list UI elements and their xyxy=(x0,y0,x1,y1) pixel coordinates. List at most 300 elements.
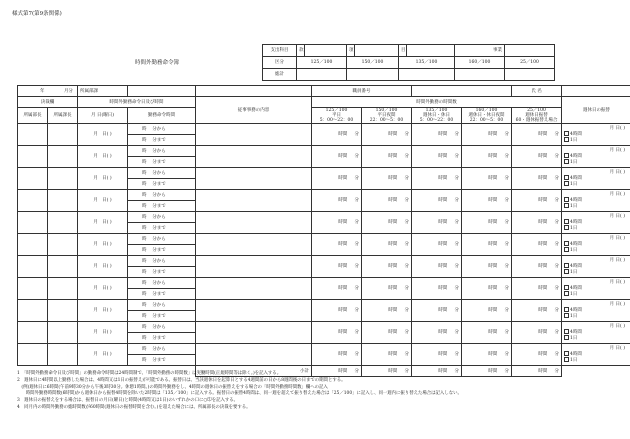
section-head-stamp[interactable] xyxy=(48,322,78,344)
substitute-cell[interactable] xyxy=(562,168,630,190)
rate-25: 25／100 xyxy=(505,57,555,69)
minutes-unit-label: 分 xyxy=(554,154,559,159)
section-head-stamp[interactable] xyxy=(48,300,78,322)
order-time-from[interactable] xyxy=(128,278,196,289)
hours-150[interactable] xyxy=(362,300,412,322)
work-content[interactable] xyxy=(196,124,312,146)
substitute-date: 月 日( ) xyxy=(609,346,625,351)
hours-135[interactable] xyxy=(412,300,462,322)
order-time-until[interactable] xyxy=(128,223,196,234)
order-datetime-label: 時間外勤務命令日及び時間 xyxy=(78,97,196,108)
hours-125[interactable] xyxy=(312,168,362,190)
hours-125[interactable] xyxy=(312,322,362,344)
hours-unit-label: 時間 xyxy=(338,330,348,335)
hour-unit: 時 xyxy=(142,313,147,319)
hours-unit-label: 時間 xyxy=(388,286,398,291)
minutes-unit-label: 分 xyxy=(404,308,409,313)
order-time-until[interactable] xyxy=(128,355,196,366)
hours-125[interactable] xyxy=(312,234,362,256)
hours-160[interactable] xyxy=(462,322,512,344)
until-unit: 分まで xyxy=(152,225,166,231)
section-head-stamp[interactable] xyxy=(48,344,78,366)
checkbox-1day[interactable] xyxy=(564,313,569,318)
hours-160[interactable] xyxy=(462,212,512,234)
hours-unit-label: 時間 xyxy=(538,198,548,203)
hours-135[interactable] xyxy=(412,168,462,190)
order-time-until[interactable] xyxy=(128,311,196,322)
checkbox-4h[interactable] xyxy=(564,285,569,290)
checkbox-1day[interactable] xyxy=(564,335,569,340)
hours-25[interactable] xyxy=(512,168,562,190)
day-unit: 日( ) xyxy=(102,330,112,335)
month-unit: 月 xyxy=(93,286,98,291)
hours-unit-label: 時間 xyxy=(338,198,348,203)
minutes-unit-label: 分 xyxy=(454,242,459,247)
col-150-hours: 22：00～5：00 xyxy=(369,118,404,123)
hours-135[interactable] xyxy=(412,234,462,256)
total-150[interactable] xyxy=(347,69,399,81)
table-row xyxy=(18,278,630,289)
checkbox-1day[interactable] xyxy=(564,357,569,362)
checkbox-4h[interactable] xyxy=(564,131,569,136)
hours-unit-label: 時間 xyxy=(538,242,548,247)
day-unit: 日( ) xyxy=(102,242,112,247)
hour-unit: 時 xyxy=(142,236,147,242)
hours-unit-label: 時間 xyxy=(488,176,498,181)
hours-unit-label: 時間 xyxy=(488,132,498,137)
hours-unit-label: 時間 xyxy=(338,132,348,137)
order-time-from[interactable] xyxy=(128,168,196,179)
minutes-unit-label: 分 xyxy=(504,264,509,269)
hours-25[interactable] xyxy=(512,278,562,300)
order-time-from[interactable] xyxy=(128,212,196,223)
order-time-from[interactable] xyxy=(128,322,196,333)
checkbox-4h[interactable] xyxy=(564,241,569,246)
minutes-unit-label: 分 xyxy=(454,132,459,137)
col-150 xyxy=(362,108,412,124)
minutes-unit-label: 分 xyxy=(454,308,459,313)
hours-150[interactable] xyxy=(362,278,412,300)
overtime-order-table xyxy=(17,85,630,377)
hours-unit-label: 時間 xyxy=(538,286,548,291)
hours-160[interactable] xyxy=(462,278,512,300)
checkbox-1day[interactable] xyxy=(564,137,569,142)
jigyo-value[interactable] xyxy=(505,45,555,57)
dept-head-stamp[interactable] xyxy=(18,278,48,300)
hours-unit-label: 時間 xyxy=(338,352,348,357)
dept-label: 所属部課 xyxy=(78,86,128,97)
checkbox-4h[interactable] xyxy=(564,329,569,334)
substitute-cell[interactable] xyxy=(562,212,630,234)
hour-unit: 時 xyxy=(142,126,147,132)
minutes-unit-label: 分 xyxy=(404,242,409,247)
month-label: 月分 xyxy=(63,88,73,94)
hours-unit-label: 時間 xyxy=(438,132,448,137)
checkbox-1day[interactable] xyxy=(564,203,569,208)
hours-unit-label: 時間 xyxy=(538,308,548,313)
checkbox-4h[interactable] xyxy=(564,351,569,356)
order-time-from[interactable] xyxy=(128,344,196,355)
hours-unit-label: 時間 xyxy=(538,132,548,137)
hours-25[interactable] xyxy=(512,256,562,278)
dept-head-stamp[interactable] xyxy=(18,168,48,190)
kou-value[interactable] xyxy=(355,45,399,57)
hour-unit: 時 xyxy=(142,324,147,330)
note-4: 4 同月内の時間外勤務の総時間数が60時間(週休日の振替時間を含む。)を超えた場合には、所属部長の決裁を要する。 xyxy=(17,404,251,410)
month-unit: 月 xyxy=(93,220,98,225)
form-label: 様式第7(第9条関係) xyxy=(12,11,62,17)
hours-135[interactable] xyxy=(412,146,462,168)
name-value[interactable] xyxy=(562,86,630,97)
hours-unit-label: 時間 xyxy=(538,368,548,374)
hours-125[interactable] xyxy=(312,212,362,234)
substitute-cell[interactable] xyxy=(562,234,630,256)
order-time-until[interactable] xyxy=(128,245,196,256)
hours-125[interactable] xyxy=(312,124,362,146)
day-unit: 日( ) xyxy=(102,220,112,225)
substitute-4h-label: 4時間 xyxy=(570,264,582,269)
note-example-detail: 時間外勤務時間数(6時間)から週休日から振替4時間を除いた2時間は「135／100」に記入する。振替日の振替4時間は、同一週を超えて振り替えた場合は「25／100」に記入し、同一週内に振り替えた場合は記入しない。 xyxy=(17,391,462,397)
dept-value-ext[interactable] xyxy=(196,86,312,97)
minutes-unit-label: 分 xyxy=(454,220,459,225)
name-label: 氏 名 xyxy=(512,86,562,97)
substitute-4h-label: 4時間 xyxy=(570,220,582,225)
moku-value[interactable] xyxy=(407,45,455,57)
substitute-4h-label: 4時間 xyxy=(570,176,582,181)
work-content[interactable] xyxy=(196,146,312,168)
month-unit: 月 xyxy=(93,198,98,203)
hours-unit-label: 時間 xyxy=(438,352,448,357)
hours-160[interactable] xyxy=(462,344,512,366)
hours-125[interactable] xyxy=(312,300,362,322)
hour-unit: 時 xyxy=(142,192,147,198)
hours-25[interactable] xyxy=(512,146,562,168)
hours-unit-label: 時間 xyxy=(388,198,398,203)
order-time-until[interactable] xyxy=(128,201,196,212)
order-date[interactable] xyxy=(78,234,128,256)
order-time-from[interactable] xyxy=(128,146,196,157)
checkbox-4h[interactable] xyxy=(564,219,569,224)
order-date[interactable] xyxy=(78,344,128,366)
hours-150[interactable] xyxy=(362,234,412,256)
hours-150[interactable] xyxy=(362,212,412,234)
from-unit: 分から xyxy=(152,126,166,132)
checkbox-4h[interactable] xyxy=(564,175,569,180)
checkbox-4h[interactable] xyxy=(564,153,569,158)
col-125 xyxy=(312,108,362,124)
hours-135[interactable] xyxy=(412,124,462,146)
checkbox-1day[interactable] xyxy=(564,159,569,164)
work-content[interactable] xyxy=(196,234,312,256)
minutes-unit-label: 分 xyxy=(404,368,409,374)
hours-unit-label: 時間 xyxy=(488,198,498,203)
hours-25[interactable] xyxy=(512,190,562,212)
hour-unit: 時 xyxy=(142,280,147,286)
order-time-from[interactable] xyxy=(128,190,196,201)
month-unit: 月 xyxy=(93,264,98,269)
work-content[interactable] xyxy=(196,168,312,190)
order-time-from[interactable] xyxy=(128,234,196,245)
hours-25[interactable] xyxy=(512,300,562,322)
hours-unit-label: 時間 xyxy=(488,352,498,357)
hours-160[interactable] xyxy=(462,124,512,146)
section-head-stamp[interactable] xyxy=(48,256,78,278)
col-25-hours: 60・週休振替え場合 xyxy=(515,118,558,123)
table-row xyxy=(18,124,630,135)
order-time-until[interactable] xyxy=(128,289,196,300)
substitute-4h-label: 4時間 xyxy=(570,242,582,247)
hours-25[interactable] xyxy=(512,322,562,344)
dept-head-stamp[interactable] xyxy=(18,322,48,344)
payment-table xyxy=(262,44,555,81)
table-row xyxy=(18,234,630,245)
order-time-until[interactable] xyxy=(128,135,196,146)
order-date[interactable] xyxy=(78,300,128,322)
hours-unit-label: 時間 xyxy=(438,264,448,269)
hours-unit-label: 時間 xyxy=(488,330,498,335)
work-content[interactable] xyxy=(196,300,312,322)
hours-unit-label: 時間 xyxy=(338,264,348,269)
checkbox-4h[interactable] xyxy=(564,307,569,312)
table-row xyxy=(18,322,630,333)
order-time-until[interactable] xyxy=(128,333,196,344)
substitute-4h-label: 4時間 xyxy=(570,132,582,137)
year-month-cell[interactable] xyxy=(18,86,78,97)
minutes-unit-label: 分 xyxy=(454,264,459,269)
substitute-1day-label: 1日 xyxy=(570,138,578,143)
hours-unit-label: 時間 xyxy=(438,176,448,181)
hour-unit: 時 xyxy=(142,302,147,308)
month-day-label: 月 日(曜日) xyxy=(78,108,128,124)
minutes-unit-label: 分 xyxy=(454,352,459,357)
hours-135[interactable] xyxy=(412,344,462,366)
substitute-cell[interactable] xyxy=(562,256,630,278)
section-head-stamp[interactable] xyxy=(48,234,78,256)
hours-25[interactable] xyxy=(512,212,562,234)
dept-head-stamp[interactable] xyxy=(18,146,48,168)
work-content-label: 従事事務の内容 xyxy=(196,97,312,124)
total-125[interactable] xyxy=(297,69,347,81)
minutes-unit-label: 分 xyxy=(554,286,559,291)
rate-135: 135／100 xyxy=(399,57,455,69)
account-label: 支出科目 xyxy=(263,45,297,57)
day-unit: 日( ) xyxy=(102,176,112,181)
hours-150[interactable] xyxy=(362,124,412,146)
table-row xyxy=(18,300,630,311)
approval-label: 決裁欄 xyxy=(18,97,78,108)
day-unit: 日( ) xyxy=(102,264,112,269)
hours-150[interactable] xyxy=(362,256,412,278)
work-content[interactable] xyxy=(196,322,312,344)
substitute-cell[interactable] xyxy=(562,300,630,322)
section-head-stamp[interactable] xyxy=(48,146,78,168)
hour-unit: 時 xyxy=(142,181,147,187)
hours-unit-label: 時間 xyxy=(538,264,548,269)
hours-160[interactable] xyxy=(462,190,512,212)
hours-125[interactable] xyxy=(312,146,362,168)
hours-unit-label: 時間 xyxy=(488,308,498,313)
hours-150[interactable] xyxy=(362,168,412,190)
col-125-type: 平日 xyxy=(332,113,341,118)
from-unit: 分から xyxy=(152,236,166,242)
section-head-stamp[interactable] xyxy=(48,278,78,300)
hour-unit: 時 xyxy=(142,357,147,363)
dept-head-stamp[interactable] xyxy=(18,212,48,234)
substitute-cell[interactable] xyxy=(562,124,630,146)
hours-125[interactable] xyxy=(312,256,362,278)
total-160[interactable] xyxy=(455,69,505,81)
substitute-1day-label: 1日 xyxy=(570,292,578,297)
hours-unit-label: 時間 xyxy=(388,220,398,225)
checkbox-4h[interactable] xyxy=(564,197,569,202)
hours-135[interactable] xyxy=(412,212,462,234)
work-content[interactable] xyxy=(196,256,312,278)
checkbox-1day[interactable] xyxy=(564,225,569,230)
until-unit: 分まで xyxy=(152,181,166,187)
substitute-1day-label: 1日 xyxy=(570,314,578,319)
until-unit: 分まで xyxy=(152,335,166,341)
hours-160[interactable] xyxy=(462,300,512,322)
section-head-label: 所属課長 xyxy=(48,108,78,124)
minutes-unit-label: 分 xyxy=(554,198,559,203)
day-unit: 日( ) xyxy=(102,352,112,357)
minutes-unit-label: 分 xyxy=(354,368,359,374)
work-content[interactable] xyxy=(196,212,312,234)
hours-125[interactable] xyxy=(312,190,362,212)
work-content[interactable] xyxy=(196,190,312,212)
checkbox-1day[interactable] xyxy=(564,247,569,252)
table-row xyxy=(18,146,630,157)
substitute-cell[interactable] xyxy=(562,190,630,212)
order-date[interactable] xyxy=(78,190,128,212)
order-time-until[interactable] xyxy=(128,179,196,190)
order-date[interactable] xyxy=(78,146,128,168)
hours-125[interactable] xyxy=(312,278,362,300)
work-content[interactable] xyxy=(196,278,312,300)
hours-unit-label: 時間 xyxy=(338,220,348,225)
substitute-cell[interactable] xyxy=(562,344,630,366)
hours-unit-label: 時間 xyxy=(538,330,548,335)
minutes-unit-label: 分 xyxy=(454,330,459,335)
dept-head-stamp[interactable] xyxy=(18,124,48,146)
order-date[interactable] xyxy=(78,124,128,146)
hour-unit: 時 xyxy=(142,148,147,154)
substitute-cell[interactable] xyxy=(562,278,630,300)
col-135-type: 週休日・休日 xyxy=(423,113,450,118)
section-head-stamp[interactable] xyxy=(48,168,78,190)
checkbox-1day[interactable] xyxy=(564,181,569,186)
checkbox-1day[interactable] xyxy=(564,291,569,296)
order-time-from[interactable] xyxy=(128,300,196,311)
moku-label: 目 xyxy=(399,45,407,57)
hours-135[interactable] xyxy=(412,322,462,344)
rate-160: 160／100 xyxy=(455,57,505,69)
order-date[interactable] xyxy=(78,278,128,300)
section-head-stamp[interactable] xyxy=(48,124,78,146)
order-time-from[interactable] xyxy=(128,124,196,135)
total-25[interactable] xyxy=(505,69,555,81)
hours-unit-label: 時間 xyxy=(338,286,348,291)
minutes-unit-label: 分 xyxy=(554,352,559,357)
hours-unit-label: 時間 xyxy=(388,330,398,335)
hours-unit-label: 時間 xyxy=(388,264,398,269)
checkbox-4h[interactable] xyxy=(564,263,569,268)
minutes-unit-label: 分 xyxy=(404,264,409,269)
substitute-cell[interactable] xyxy=(562,146,630,168)
section-head-stamp[interactable] xyxy=(48,212,78,234)
col-160-hours: 22：00～5：00 xyxy=(469,118,504,123)
substitute-cell[interactable] xyxy=(562,322,630,344)
section-head-stamp[interactable] xyxy=(48,190,78,212)
hours-160[interactable] xyxy=(462,146,512,168)
minutes-unit-label: 分 xyxy=(354,198,359,203)
order-time-until[interactable] xyxy=(128,157,196,168)
dept-head-stamp[interactable] xyxy=(18,344,48,366)
hour-unit: 時 xyxy=(142,269,147,275)
hours-25[interactable] xyxy=(512,124,562,146)
hours-150[interactable] xyxy=(362,344,412,366)
minutes-unit-label: 分 xyxy=(354,242,359,247)
col-135 xyxy=(412,108,462,124)
kan-label: 款 xyxy=(297,45,305,57)
dept-head-stamp[interactable] xyxy=(18,256,48,278)
dept-head-stamp[interactable] xyxy=(18,234,48,256)
hours-150[interactable] xyxy=(362,190,412,212)
hours-135[interactable] xyxy=(412,278,462,300)
dept-head-stamp[interactable] xyxy=(18,300,48,322)
minutes-unit-label: 分 xyxy=(504,330,509,335)
jigyo-label: 事業 xyxy=(455,45,505,57)
hours-135[interactable] xyxy=(412,256,462,278)
dept-head-stamp[interactable] xyxy=(18,190,48,212)
order-date[interactable] xyxy=(78,168,128,190)
order-time-until[interactable] xyxy=(128,267,196,278)
hours-160[interactable] xyxy=(462,256,512,278)
staff-no-value[interactable] xyxy=(412,86,512,97)
hours-150[interactable] xyxy=(362,322,412,344)
from-unit: 分から xyxy=(152,258,166,264)
hours-160[interactable] xyxy=(462,168,512,190)
hour-unit: 時 xyxy=(142,159,147,165)
kan-value[interactable] xyxy=(305,45,347,57)
minutes-unit-label: 分 xyxy=(504,308,509,313)
substitute-date: 月 日( ) xyxy=(609,258,625,263)
order-date[interactable] xyxy=(78,322,128,344)
month-unit: 月 xyxy=(93,352,98,357)
substitute-date: 月 日( ) xyxy=(609,126,625,131)
minutes-unit-label: 分 xyxy=(354,330,359,335)
minutes-unit-label: 分 xyxy=(354,286,359,291)
hours-160[interactable] xyxy=(462,234,512,256)
substitute-date: 月 日( ) xyxy=(609,324,625,329)
checkbox-1day[interactable] xyxy=(564,269,569,274)
order-date[interactable] xyxy=(78,212,128,234)
hours-25[interactable] xyxy=(512,344,562,366)
hours-135[interactable] xyxy=(412,190,462,212)
hours-25[interactable] xyxy=(512,234,562,256)
kou-label: 項 xyxy=(347,45,355,57)
dept-value[interactable] xyxy=(128,86,196,97)
order-date[interactable] xyxy=(78,256,128,278)
minutes-unit-label: 分 xyxy=(504,368,509,374)
total-135[interactable] xyxy=(399,69,455,81)
minutes-unit-label: 分 xyxy=(404,176,409,181)
hours-unit-label: 時間 xyxy=(488,220,498,225)
hours-150[interactable] xyxy=(362,146,412,168)
hours-125[interactable] xyxy=(312,344,362,366)
work-content[interactable] xyxy=(196,344,312,366)
order-time-from[interactable] xyxy=(128,256,196,267)
